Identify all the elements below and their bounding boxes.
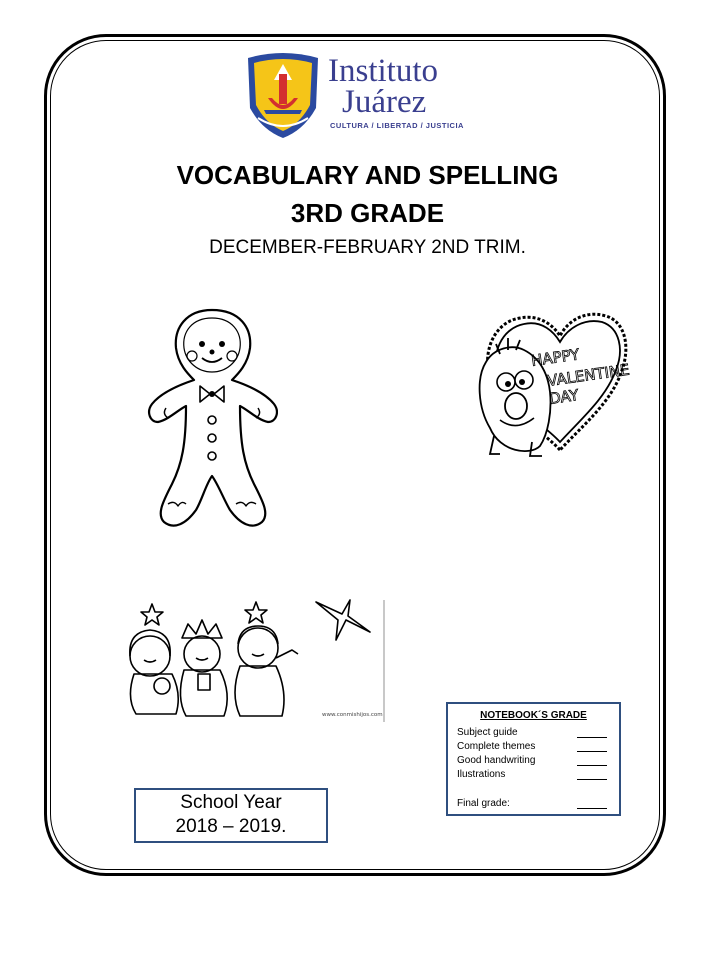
grade-row-good-handwriting: [457, 755, 607, 768]
gingerbread-man-illustration: [146, 304, 278, 544]
school-name-line1: Instituto: [328, 53, 439, 89]
valentine-text-valentine: VALENTINE: [546, 360, 631, 390]
three-kings-illustration: [116, 598, 388, 724]
grade-row-label: Good handwriting: [457, 755, 536, 766]
notebook-grade-title: NOTEBOOK´S GRADE: [480, 710, 587, 721]
kings-caption: www.conmishijos.com: [322, 712, 383, 718]
grade-row-label: Ilustrations: [457, 769, 506, 780]
page-title: VOCABULARY AND SPELLING: [176, 160, 559, 190]
school-tagline: CULTURA / LIBERTAD / JUSTICIA: [330, 121, 464, 130]
notebook-grade-box: [446, 702, 621, 816]
valentine-text-happy: HAPPY: [530, 345, 581, 370]
grade-blank-line[interactable]: [577, 737, 607, 738]
grade-row-label: Subject guide: [457, 727, 518, 738]
school-year-box: [134, 788, 328, 843]
school-name-line2: Juárez: [342, 84, 427, 120]
grade-title: 3RD GRADE: [290, 198, 445, 228]
school-year-label: School Year: [180, 792, 282, 813]
grade-row-label: Complete themes: [457, 741, 536, 752]
school-name: [328, 53, 439, 120]
valentine-text-day: DAY: [548, 386, 580, 408]
grade-row-illustrations: [457, 769, 607, 782]
school-year-value: 2018 – 2019.: [175, 816, 287, 837]
grade-row-complete-themes: [457, 741, 607, 754]
grade-blank-line[interactable]: [577, 808, 607, 809]
final-grade-label: Final grade:: [457, 798, 510, 809]
grade-blank-line[interactable]: [577, 765, 607, 766]
valentine-monster-illustration: [470, 308, 632, 458]
term-subtitle: DECEMBER-FEBRUARY 2ND TRIM.: [209, 237, 526, 258]
grade-row-final: [457, 798, 607, 811]
school-logo-icon: [244, 50, 322, 140]
grade-blank-line[interactable]: [577, 779, 607, 780]
grade-row-subject-guide: [457, 727, 607, 740]
grade-blank-line[interactable]: [577, 751, 607, 752]
